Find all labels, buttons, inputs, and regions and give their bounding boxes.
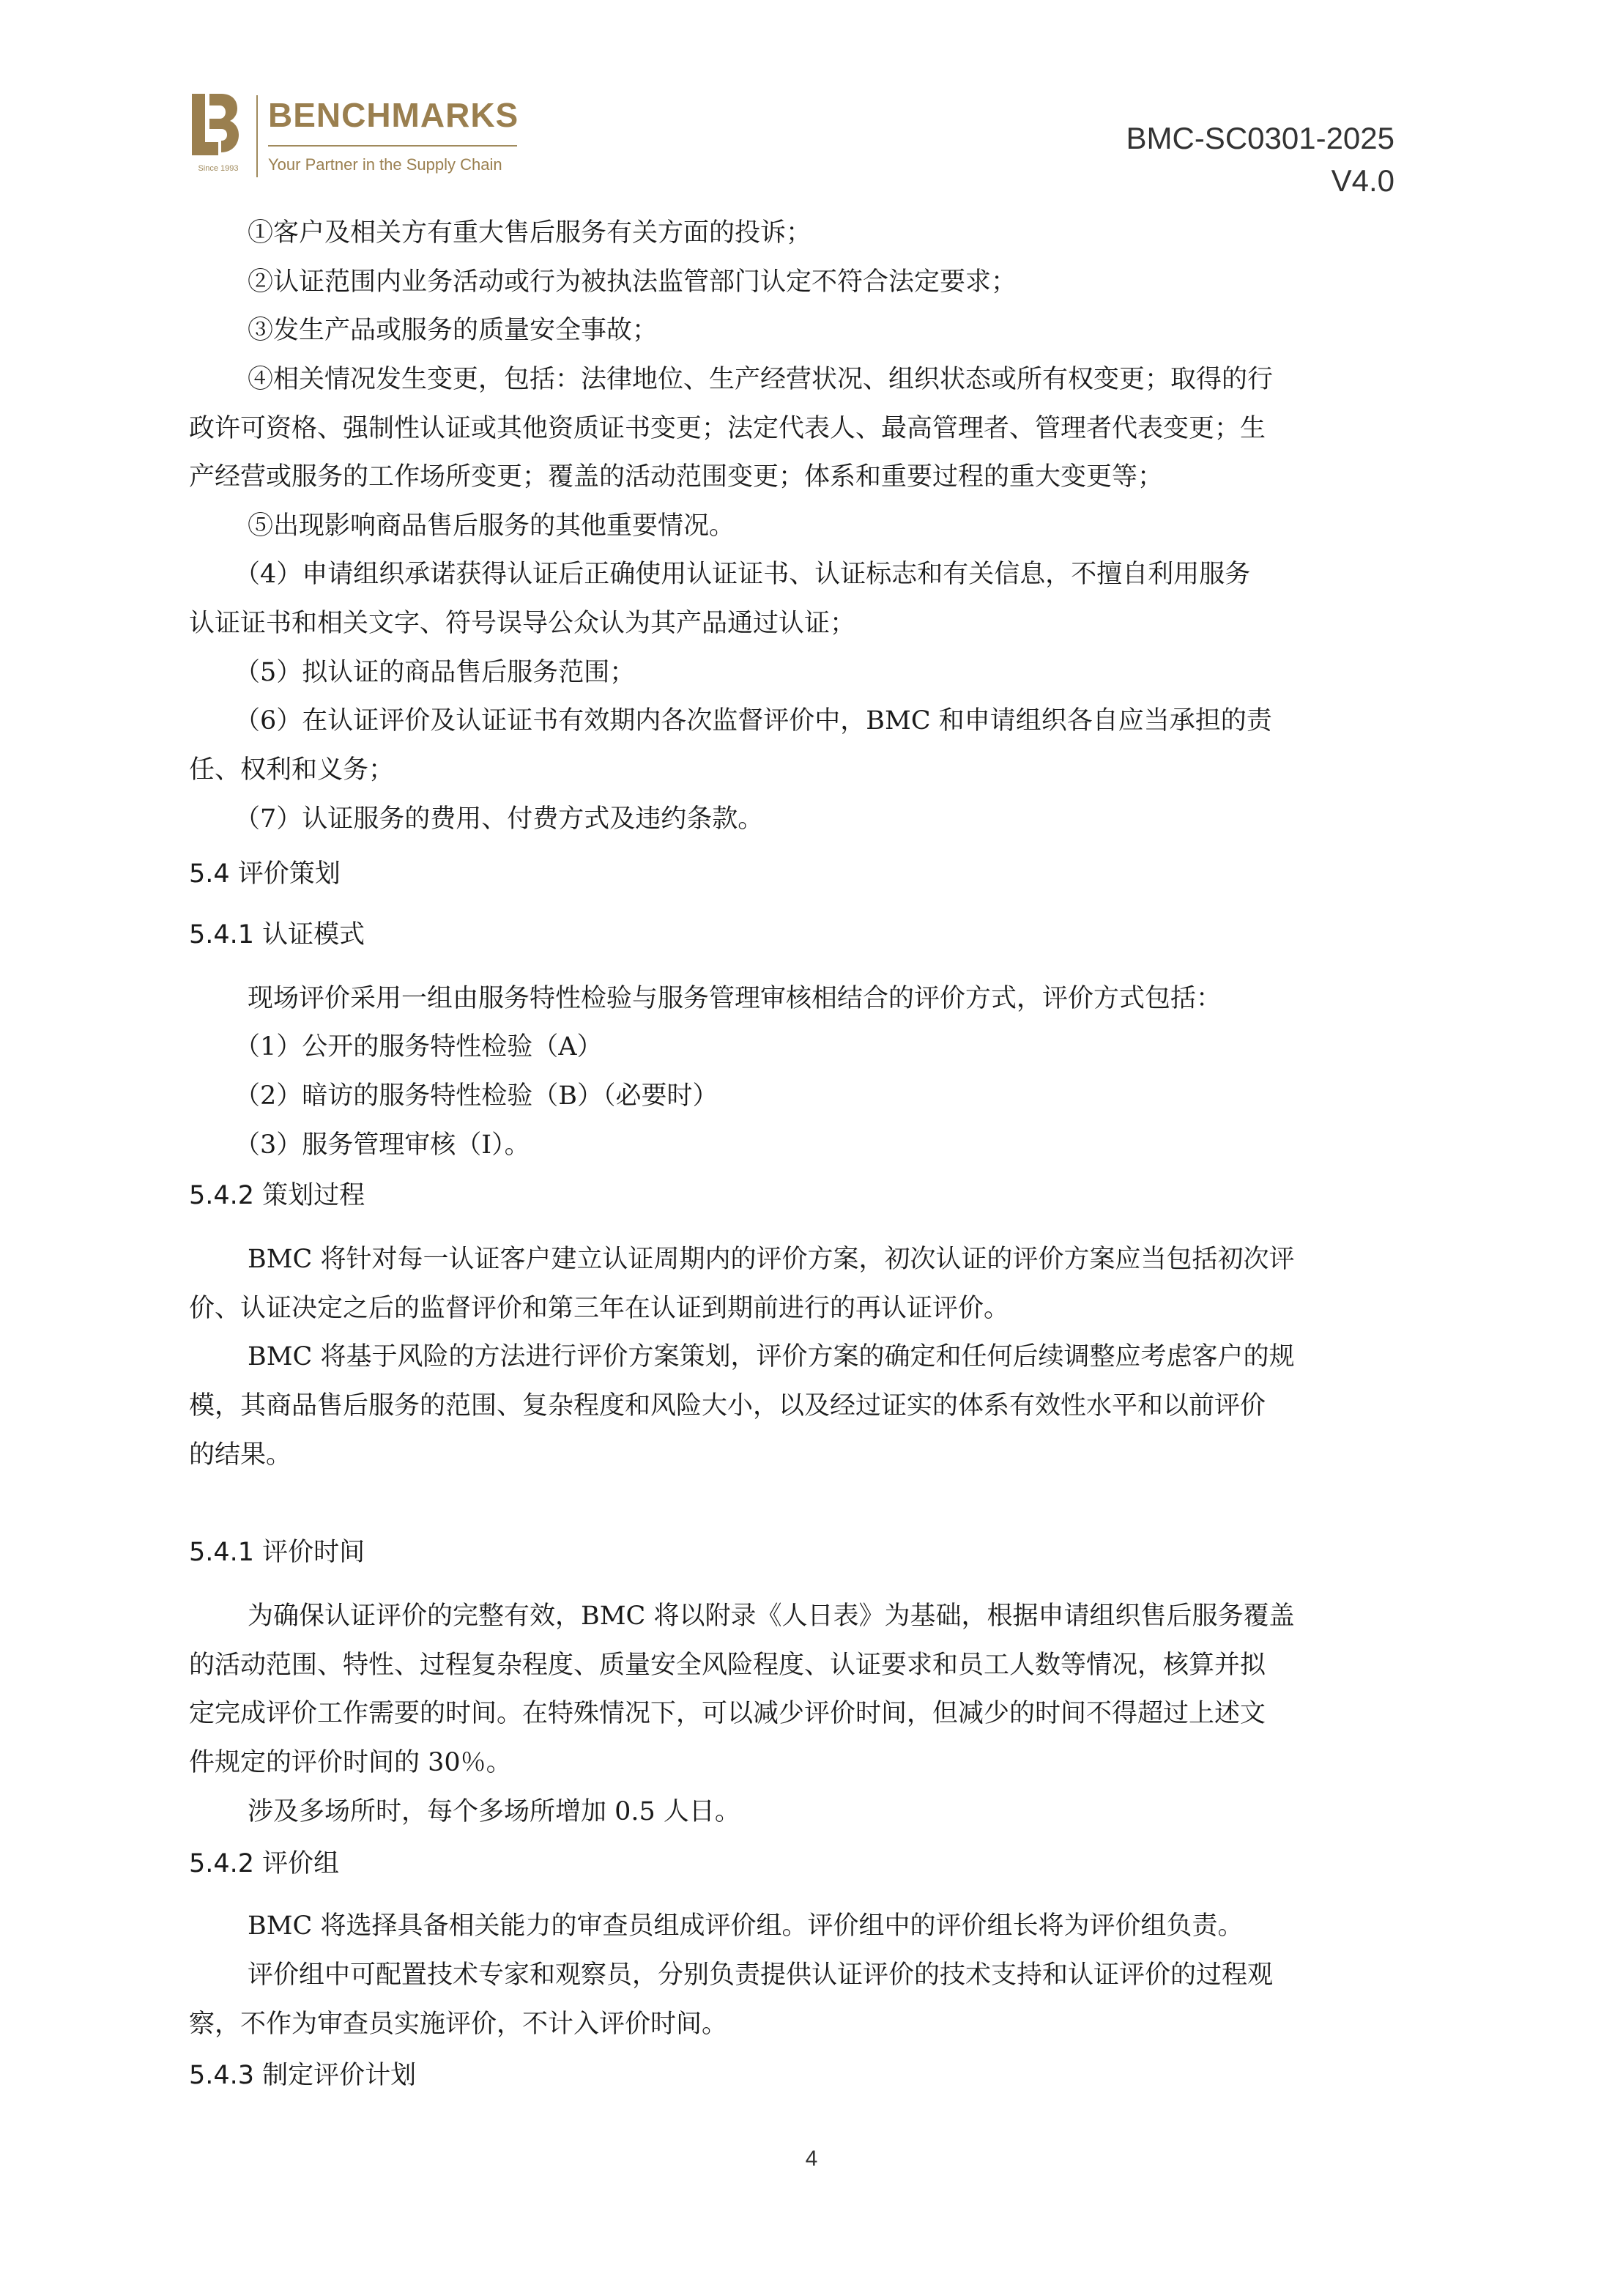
section-heading: 5.4.1 评价时间 bbox=[189, 1538, 365, 1567]
paragraph-line: ②认证范围内业务活动或行为被执法监管部门认定不符合法定要求； bbox=[248, 267, 1017, 297]
section-heading: 5.4.3 制定评价计划 bbox=[189, 2061, 417, 2090]
paragraph-line: 为确保认证评价的完整有效，BMC 将以附录《人日表》为基础，根据申请组织售后服务覆盖 bbox=[248, 1601, 1295, 1631]
paragraph-line: 模，其商品售后服务的范围、复杂程度和风险大小，以及经过证实的体系有效性水平和以前评价 bbox=[189, 1391, 1266, 1421]
section-heading: 5.4.2 策划过程 bbox=[189, 1181, 365, 1210]
paragraph-line: 件规定的评价时间的 30％。 bbox=[189, 1748, 512, 1777]
list-item: （1）公开的服务特性检验（A） bbox=[234, 1032, 603, 1062]
document-code-block bbox=[1126, 117, 1394, 202]
paragraph-line: BMC 将选择具备相关能力的审查员组成评价组。评价组中的评价组长将为评价组负责。 bbox=[248, 1911, 1244, 1941]
paragraph-line: BMC 将基于风险的方法进行评价方案策划，评价方案的确定和任何后续调整应考虑客户的规 bbox=[248, 1342, 1295, 1371]
section-heading: 5.4.1 认证模式 bbox=[189, 920, 365, 949]
paragraph-line: 评价组中可配置技术专家和观察员，分别负责提供认证评价的技术支持和认证评价的过程观 bbox=[248, 1960, 1274, 1990]
logo-since-text: Since 1993 bbox=[198, 164, 239, 173]
paragraph-line: 现场评价采用一组由服务特性检验与服务管理审核相结合的评价方式，评价方式包括： bbox=[248, 984, 1222, 1013]
paragraph-line: （5）拟认证的商品售后服务范围； bbox=[234, 658, 636, 687]
paragraph-line: ③发生产品或服务的质量安全事故； bbox=[248, 316, 658, 345]
section-heading: 5.4 评价策划 bbox=[189, 859, 341, 889]
paragraph-line: 认证证书和相关文字、符号误导公众认为其产品通过认证； bbox=[189, 609, 856, 638]
brand-name: BENCHMARKS bbox=[268, 96, 519, 134]
paragraph-line: （7）认证服务的费用、付费方式及违约条款。 bbox=[234, 804, 764, 834]
company-logo bbox=[189, 91, 526, 186]
paragraph-line: ①客户及相关方有重大售后服务有关方面的投诉； bbox=[248, 218, 812, 248]
paragraph-line: BMC 将针对每一认证客户建立认证周期内的评价方案，初次认证的评价方案应当包括初次评 bbox=[248, 1245, 1295, 1274]
document-number: BMC-SC0301-2025 bbox=[1126, 121, 1394, 155]
paragraph-line: 政许可资格、强制性认证或其他资质证书变更；法定代表人、最高管理者、管理者代表变更；生 bbox=[189, 414, 1266, 443]
paragraph-line: （4）申请组织承诺获得认证后正确使用认证证书、认证标志和有关信息，不擅自利用服务 bbox=[234, 560, 1251, 589]
paragraph-line: 察，不作为审查员实施评价，不计入评价时间。 bbox=[189, 2010, 728, 2039]
paragraph-line: ④相关情况发生变更，包括：法律地位、生产经营状况、组织状态或所有权变更；取得的行 bbox=[248, 365, 1274, 394]
list-item: （2）暗访的服务特性检验（B）（必要时） bbox=[234, 1081, 718, 1111]
brand-tagline: Your Partner in the Supply Chain bbox=[268, 155, 502, 174]
paragraph-line: 的结果。 bbox=[189, 1440, 292, 1470]
logo-rule bbox=[268, 145, 517, 147]
paragraph-line: 的活动范围、特性、过程复杂程度、质量安全风险程度、认证要求和员工人数等情况，核算并拟 bbox=[189, 1651, 1266, 1680]
paragraph-line: 定完成评价工作需要的时间。在特殊情况下，可以减少评价时间，但减少的时间不得超过上述文 bbox=[189, 1699, 1266, 1728]
list-item: （3）服务管理审核（I）。 bbox=[234, 1130, 530, 1160]
paragraph-line: 产经营或服务的工作场所变更；覆盖的活动范围变更；体系和重要过程的重大变更等； bbox=[189, 462, 1164, 492]
logo-divider bbox=[256, 95, 258, 177]
paragraph-line: ⑤出现影响商品售后服务的其他重要情况。 bbox=[248, 511, 735, 541]
document-version: V4.0 bbox=[1331, 163, 1394, 198]
page-number: 4 bbox=[805, 2147, 818, 2171]
paragraph-line: 涉及多场所时，每个多场所增加 0.5 人日。 bbox=[248, 1797, 740, 1826]
paragraph-line: 任、权利和义务； bbox=[189, 755, 395, 785]
benchmarks-logo-mark-icon bbox=[189, 91, 240, 158]
section-heading: 5.4.2 评价组 bbox=[189, 1849, 340, 1878]
paragraph-line: 价、认证决定之后的监督评价和第三年在认证到期前进行的再认证评价。 bbox=[189, 1294, 1010, 1323]
paragraph-line: （6）在认证评价及认证证书有效期内各次监督评价中，BMC 和申请组织各自应当承担的责 bbox=[234, 706, 1272, 736]
